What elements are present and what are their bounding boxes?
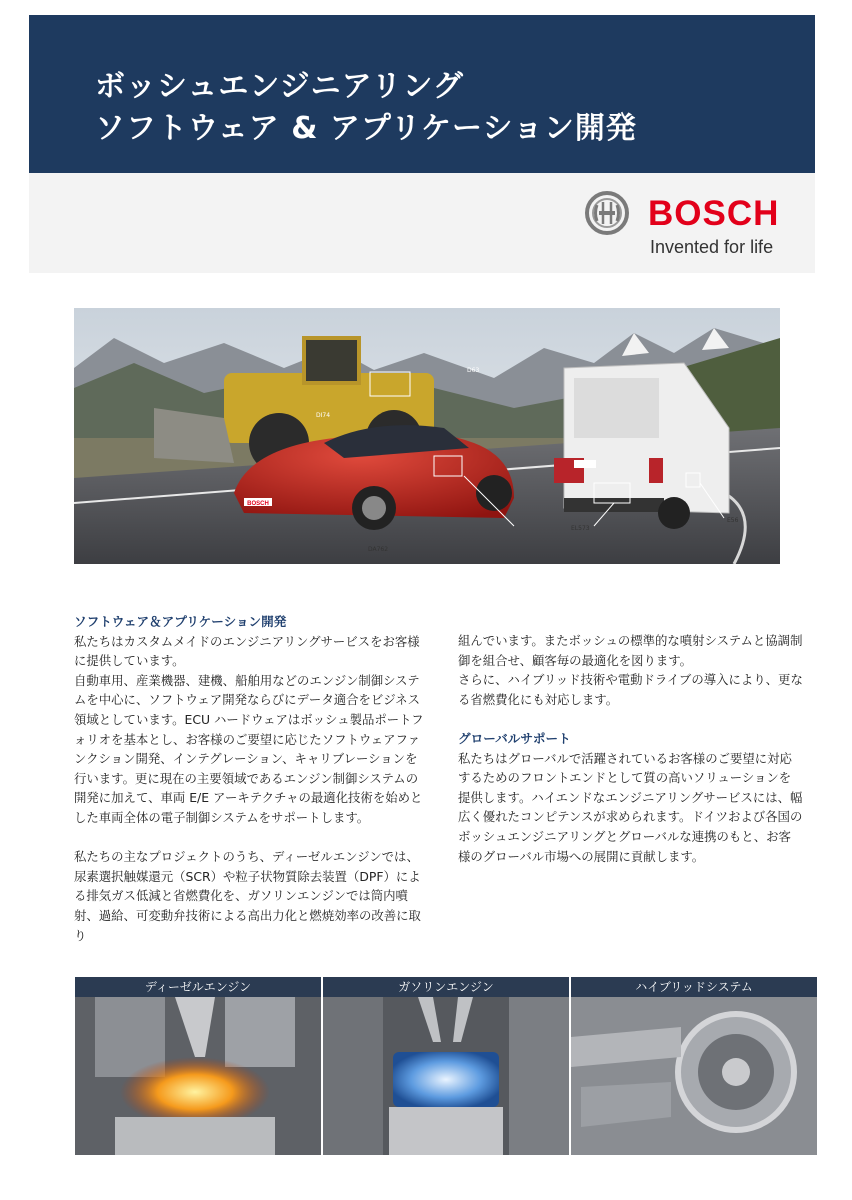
- hero-label-2: DI74: [316, 412, 331, 419]
- panel-diesel: [75, 977, 321, 1155]
- panel-diesel-label: ディーゼルエンジン: [75, 977, 321, 997]
- left-column: [74, 612, 424, 945]
- paragraph-intro: 私たちはカスタムメイドのエンジニアリングサービスをお客様に提供しています。: [74, 633, 420, 669]
- car-plate-text: BOSCH: [247, 501, 269, 507]
- panel-hybrid-label: ハイブリッドシステム: [571, 977, 817, 997]
- paragraph-continued: 組んでいます。またボッシュの標準的な噴射システムと協調制御を組合せ、顧客毎の最適化を図ります。: [458, 633, 803, 668]
- page-title: [95, 66, 637, 150]
- hero-label-3: DA762: [368, 546, 389, 553]
- diesel-engine-illustration: [75, 997, 321, 1155]
- panel-hybrid: [571, 977, 817, 1155]
- paragraph-global-support: 私たちはグローバルで活躍されているお客様のご要望に対応するためのフロントエンドとして質の高いソリューションを提供します。ハイエンドなエンジニアリングサービスには、幅広く優れたコンピテンスが求められます。ドイツおよび各国のボッシュエンジニアリングとグローバルな連携のもと、お客様のグローバル市場への展開に貢献します。: [458, 750, 803, 864]
- hero-image: [74, 308, 780, 564]
- bosch-armature-icon: [584, 190, 630, 236]
- panel-gasoline-label: ガソリンエンジン: [323, 977, 569, 997]
- gasoline-engine-illustration: [323, 997, 569, 1155]
- right-column: [458, 631, 803, 866]
- section-heading-global: グローバルサポート: [458, 730, 571, 746]
- paragraph-projects: 私たちの主なプロジェクトのうち、ディーゼルエンジンでは、尿素選択触媒還元（SCR）や粒子状物質除去装置（DPF）による排気ガス低減と省燃費化を、ガソリンエンジンでは筒内噴射、過給、可変動弁技術による高出力化と燃焼効率の改善に取り: [74, 849, 421, 943]
- hybrid-system-illustration: [571, 997, 817, 1155]
- brand-tagline: Invented for life: [650, 237, 774, 257]
- section-heading-software: ソフトウェア＆アプリケーション開発: [74, 614, 287, 629]
- panel-gasoline: [323, 977, 569, 1155]
- hero-label-1: D63: [467, 367, 480, 374]
- paragraph-business-areas: 自動車用、産業機器、建機、船舶用などのエンジン制御システムを中心に、ソフトウェア開発ならびにデータ適合をビジネス領域としています。ECU ハードウェアはボッシュ製品ポートフォリオを基本とし、お客様のご要望に応じたソフトウェアファンクション開発、インテグレーション、キャリブレーションを行います。更に現在の主要領域であるエンジン制御システムの開発に加えて、車両 E/E アーキテクチャの最適化技術を始めとした車両全体の電子制御システムをサポートします。: [74, 672, 424, 825]
- title-line-2: ソフトウェア & アプリケーション開発: [95, 111, 637, 146]
- brand-name: BOSCH: [648, 194, 780, 233]
- hero-label-4: EL573: [571, 525, 590, 532]
- hero-vehicles-illustration: [74, 308, 780, 564]
- hero-label-5: E56: [727, 517, 739, 524]
- title-line-1: ボッシュエンジニアリング: [95, 69, 464, 104]
- paragraph-hybrid: さらに、ハイブリッド技術や電動ドライブの導入により、更なる省燃費化にも対応します。: [458, 672, 803, 707]
